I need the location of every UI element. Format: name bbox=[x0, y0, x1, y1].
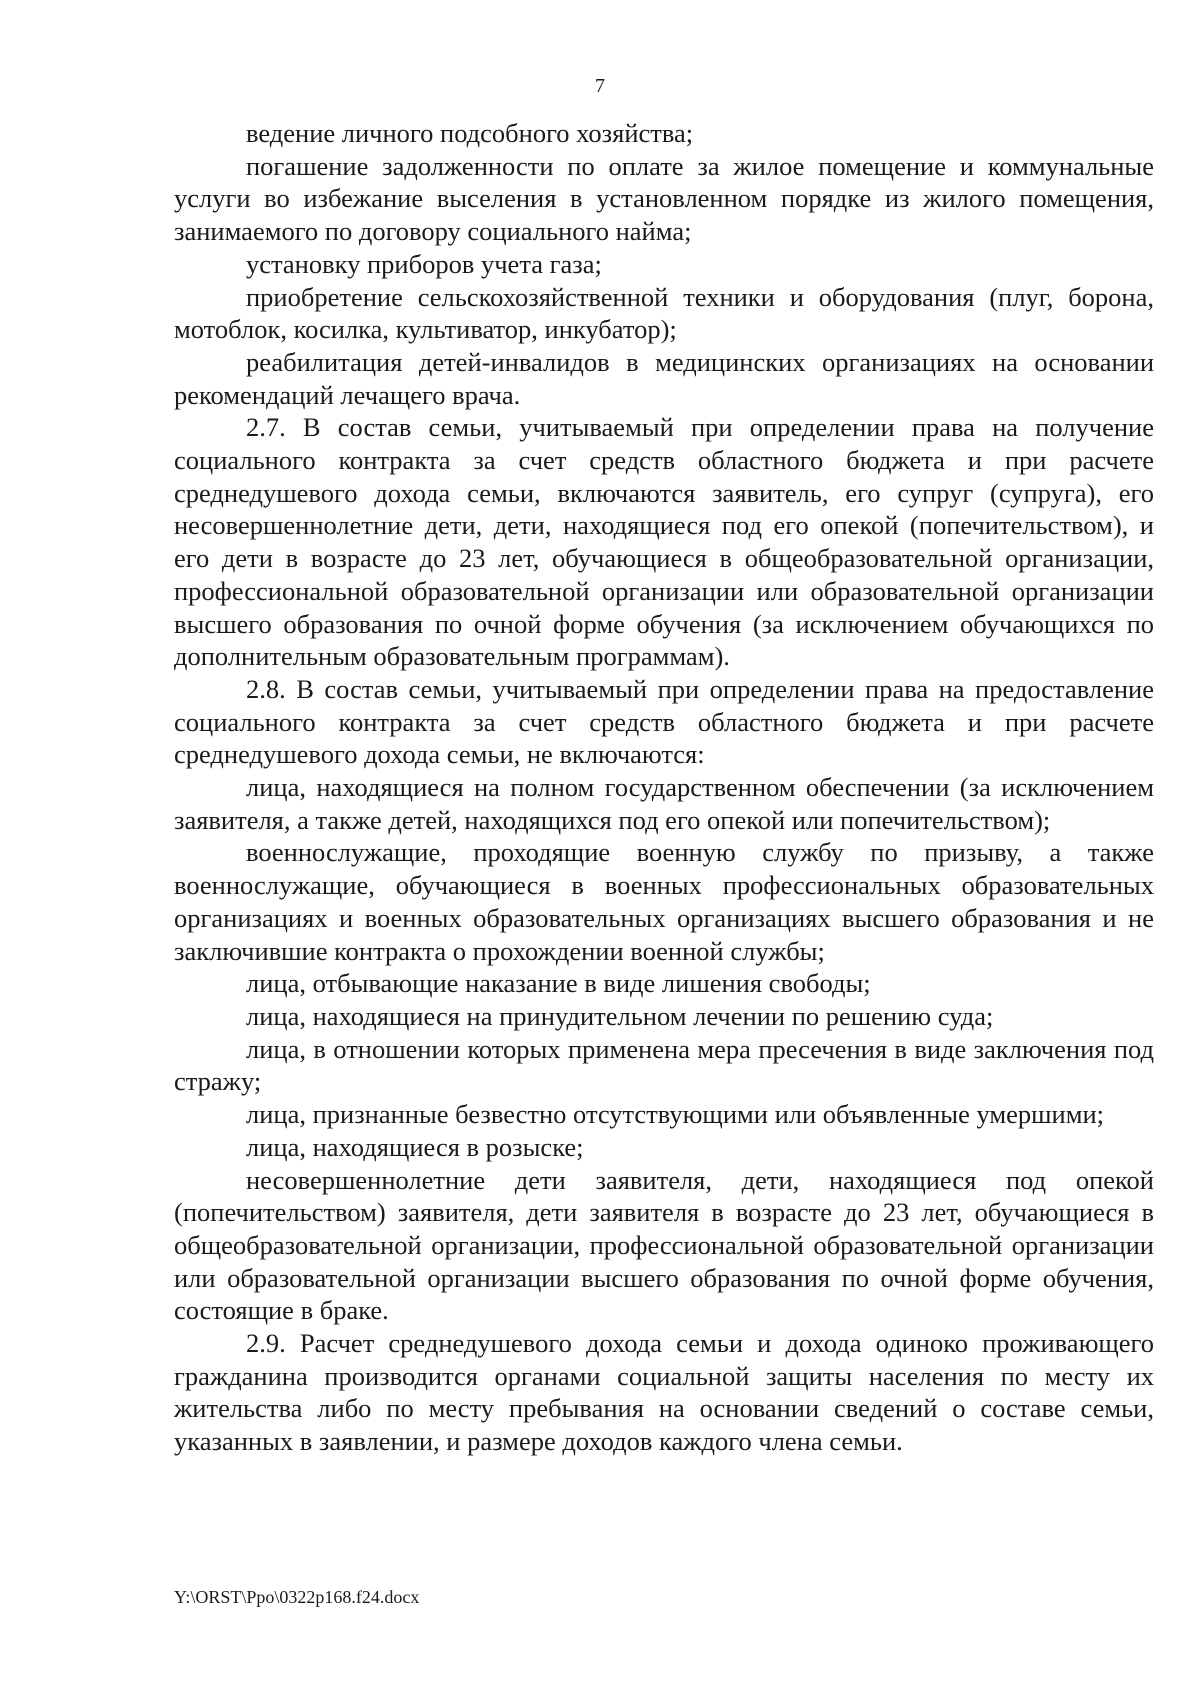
paragraph: лица, находящиеся на принудительном лечении по решению суда; bbox=[246, 1000, 994, 1031]
paragraph: лица, отбывающие наказание в виде лишения свободы; bbox=[246, 968, 871, 999]
page-number: 7 bbox=[595, 75, 605, 97]
paragraph: реабилитация детей-инвалидов в медицинских организациях на основании рекомендаций лечащего врача. bbox=[174, 346, 1154, 410]
paragraph: военнослужащие, проходящие военную службу по призыву, а также военнослужащие, обучающиеся в военных профессиональных образовательных организациях и военных образовательных организациях высшего образования и не заключившие контракта о прохождении военной службы; bbox=[174, 837, 1154, 966]
paragraph: лица, признанные безвестно отсутствующими или объявленные умершими; bbox=[246, 1099, 1105, 1130]
paragraph: погашение задолженности по оплате за жилое помещение и коммунальные услуги во избежание выселения в установленном порядке из жилого помещения, занимаемого по договору социального найма; bbox=[174, 150, 1154, 247]
paragraph: лица, находящиеся в розыске; bbox=[246, 1131, 584, 1162]
paragraph: ведение личного подсобного хозяйства; bbox=[246, 118, 694, 148]
paragraph: лица, в отношении которых применена мера пресечения в виде заключения под стражу; bbox=[174, 1033, 1154, 1097]
footer-file-path: Y:\ORST\Ppo\0322p168.f24.docx bbox=[174, 1587, 420, 1607]
paragraph-section-2-8: 2.8. В состав семьи, учитываемый при определении права на предоставление социального контракта за счет средств областного бюджета и при расчете среднедушевого дохода семьи, не включаются: bbox=[174, 673, 1154, 770]
paragraph: установку приборов учета газа; bbox=[246, 248, 602, 279]
paragraph: лица, находящиеся на полном государственном обеспечении (за исключением заявителя, а также детей, находящихся под его опекой или попечительством); bbox=[174, 772, 1154, 835]
document-body bbox=[174, 117, 1154, 1458]
paragraph: приобретение сельскохозяйственной техники и оборудования (плуг, борона, мотоблок, косилка, культиватор, инкубатор); bbox=[174, 281, 1154, 345]
paragraph: несовершеннолетние дети заявителя, дети, находящиеся под опекой (попечительством) заявителя, дети заявителя в возрасте до 23 лет, обучающиеся в общеобразовательной организации, профессиональной образовательной организации или образовательной организации высшего образования по очной форме обучения, состоящие в браке. bbox=[174, 1164, 1154, 1326]
paragraph-section-2-9: 2.9. Расчет среднедушевого дохода семьи и дохода одиноко проживающего гражданина производится органами социальной защиты населения по месту их жительства либо по месту пребывания на основании сведений о составе семьи, указанных в заявлении, и размере доходов каждого члена семьи. bbox=[174, 1328, 1154, 1457]
paragraph-section-2-7: 2.7. В состав семьи, учитываемый при определении права на получение социального контракта за счет средств областного бюджета и при расчете среднедушевого дохода семьи, включаются заявитель, его супруг (супруга), его несовершеннолетние дети, дети, находящиеся под его опекой (попечительством), и его дети в возрасте до 23 лет, обучающиеся в общеобразовательной организации, профессиональной образовательной организации или образовательной организации высшего образования по очной форме обучения (за исключением обучающихся по дополнительным образовательным программам). bbox=[174, 412, 1154, 672]
